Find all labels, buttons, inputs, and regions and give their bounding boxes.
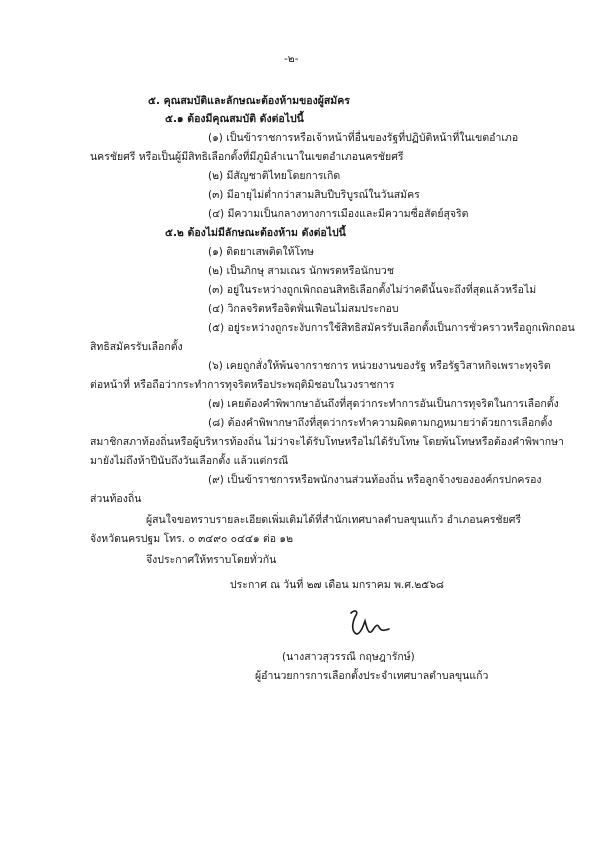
signature xyxy=(345,605,395,645)
qualification-item-1: (๑) เป็นข้าราชการหรือเจ้าหน้าที่อื่นของรัฐที่ปฏิบัติหน้าที่ในเขตอำเภอ xyxy=(208,132,519,144)
section-5-2-heading: ๕.๒ ต้องไม่มีลักษณะต้องห้าม ดังต่อไปนี้ xyxy=(165,227,346,239)
section-5-1-heading: ๕.๑ ต้องมีคุณสมบัติ ดังต่อไปนี้ xyxy=(165,113,304,125)
prohibition-item-2: (๒) เป็นภิกษุ สามเณร นักพรตหรือนักบวช xyxy=(208,265,394,277)
contact-line-cont: จังหวัดนครปฐม โทร. ๐ ๓๔๙๐ ๐๔๔๑ ต่อ ๑๒ xyxy=(90,533,294,545)
qualification-item-2: (๒) มีสัญชาติไทยโดยการเกิด xyxy=(208,170,341,182)
contact-line: ผู้สนใจขอทราบรายละเอียดเพิ่มเติมได้ที่สำนักเทศบาลตำบลขุนแก้ว อำเภอนครชัยศรี xyxy=(146,514,522,526)
qualification-item-3: (๓) มีอายุไม่ต่ำกว่าสามสิบปีบริบูรณ์ในวันสมัคร xyxy=(208,189,420,201)
section-5-heading: ๕. คุณสมบัติและลักษณะต้องห้ามของผู้สมัคร xyxy=(148,95,350,107)
prohibition-item-8-cont2: มายังไม่ถึงห้าปีนับถึงวันเลือกตั้ง แล้วแต่กรณี xyxy=(90,455,289,467)
prohibition-item-8-cont: สมาชิกสภาท้องถิ่นหรือผู้บริหารท้องถิ่น ไม่ว่าจะได้รับโทษหรือไม่ได้รับโทษ โดยพ้นโทษหรือต้องคำพิพากษา xyxy=(90,436,564,448)
qualification-item-1-cont: นครชัยศรี หรือเป็นผู้มีสิทธิเลือกตั้งที่มีภูมิลำเนาในเขตอำเภอนครชัยศรี xyxy=(90,151,404,163)
prohibition-item-5: (๕) อยู่ระหว่างถูกระงับการใช้สิทธิสมัครรับเลือกตั้งเป็นการชั่วคราวหรือถูกเพิกถอน xyxy=(208,322,575,334)
prohibition-item-9: (๙) เป็นข้าราชการหรือพนักงานส่วนท้องถิ่น หรือลูกจ้างขององค์กรปกครอง xyxy=(208,474,542,486)
prohibition-item-9-cont: ส่วนท้องถิ่น xyxy=(90,493,142,505)
signer-title: ผู้อำนวยการการเลือกตั้งประจำเทศบาลตำบลขุนแก้ว xyxy=(255,670,489,682)
announcement-date: ประกาศ ณ วันที่ ๒๗ เดือน มกราคม พ.ศ.๒๕๖๘ xyxy=(230,579,444,591)
prohibition-item-5-cont: สิทธิสมัครรับเลือกตั้ง xyxy=(90,341,183,353)
signer-name: (นางสาวสุวรรณี กฤษฎารักษ์) xyxy=(282,651,415,663)
prohibition-item-6-cont: ต่อหน้าที่ หรือถือว่ากระทำการทุจริตหรือประพฤติมิชอบในวงราชการ xyxy=(90,379,395,391)
prohibition-item-7: (๗) เคยต้องคำพิพากษาอันถึงที่สุดว่ากระทำการอันเป็นการทุจริตในการเลือกตั้ง xyxy=(208,398,559,410)
prohibition-item-1: (๑) ติดยาเสพติดให้โทษ xyxy=(208,246,314,258)
qualification-item-4: (๔) มีความเป็นกลางทางการเมืองและมีความซื่อสัตย์สุจริต xyxy=(208,208,469,220)
prohibition-item-6: (๖) เคยถูกสั่งให้พ้นจากราชการ หน่วยงานของรัฐ หรือรัฐวิสาหกิจเพราะทุจริต xyxy=(208,360,551,372)
announcement: จึงประกาศให้ทราบโดยทั่วกัน xyxy=(146,554,277,566)
prohibition-item-4: (๔) วิกลจริตหรือจิตฟั่นเฟือนไม่สมประกอบ xyxy=(208,303,399,315)
prohibition-item-3: (๓) อยู่ในระหว่างถูกเพิกถอนสิทธิเลือกตั้งไม่ว่าคดีนั้นจะถึงที่สุดแล้วหรือไม่ xyxy=(208,284,537,296)
page-number: -๒- xyxy=(284,53,299,65)
prohibition-item-8: (๘) ต้องคำพิพากษาถึงที่สุดว่ากระทำความผิดตามกฎหมายว่าด้วยการเลือกตั้ง xyxy=(208,417,553,429)
